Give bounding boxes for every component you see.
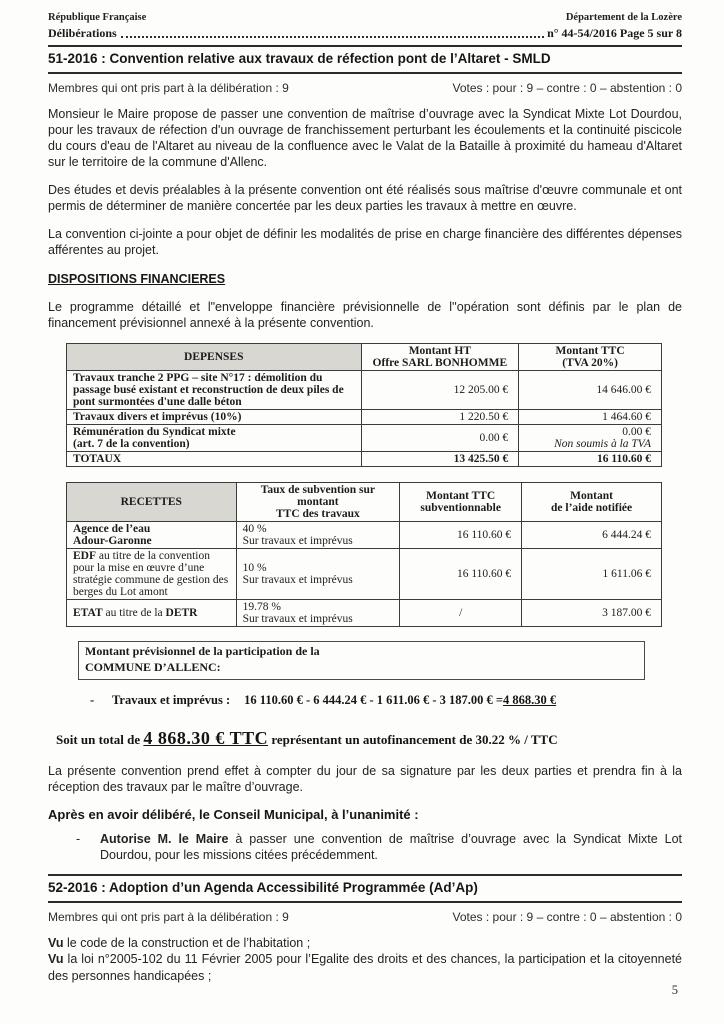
revenues-row3-aid: 3 187.00 €: [522, 600, 662, 627]
members-count: Membres qui ont pris part à la délibération : 9: [48, 909, 289, 924]
revenues-row3-name: ETAT au titre de la DETR: [67, 600, 237, 627]
calc-expression: 16 110.60 € - 6 444.24 € - 1 611.06 € - 3 187.00 € =: [244, 693, 504, 708]
participation-box-line2: COMMUNE D’ALLENC:: [85, 659, 221, 674]
votes-summary: Votes : pour : 9 – contre : 0 – abstention : 0: [452, 909, 682, 924]
revenues-header-recettes: RECETTES: [67, 483, 237, 522]
expenses-total-ttc: 16 110.60 €: [519, 452, 662, 467]
calc-line: [90, 693, 682, 708]
vu-line-2: Vu la loi n°2005-102 du 11 Février 2005 pour l’Egalite des droits et des chances, la participation et la citoyenneté des personnes handicapées ;: [48, 952, 682, 983]
revenues-row2-name: EDF au titre de la convention pour la mise en œuvre d’une stratégie commune de gestion des berges du Lot amont: [67, 549, 237, 600]
total-line: [56, 728, 682, 749]
calc-label: Travaux et imprévus :: [112, 693, 231, 708]
paragraph-convention-object: La convention ci-jointe a pour objet de définir les modalités de prise en charge financière des différentes dépenses afférentes au projet.: [48, 227, 682, 257]
expenses-row1-label: Travaux tranche 2 PPG – site N°17 : démolition du passage busé existant et reconstruction de deux piles de pont surmontées d'une dalle béton: [67, 371, 362, 410]
doc-label: Délibérations: [48, 26, 117, 40]
expenses-header-depenses: DEPENSES: [67, 344, 362, 371]
expenses-row1-ht: 12 205.00 €: [361, 371, 519, 410]
revenues-header-row: [67, 483, 662, 522]
table-row: [67, 522, 662, 549]
expenses-row1-ttc: 14 646.00 €: [519, 371, 662, 410]
calc-result: 4 868.30 €: [503, 693, 557, 708]
decision-text: Autorise M. le Maire à passer une convention de maîtrise d’ouvrage avec la Syndicat Mixte Lot Dourdou, pour les missions citées précédemment.: [100, 832, 682, 863]
expenses-total-ht: 13 425.50 €: [361, 452, 519, 467]
total-suffix: représentant un autofinancement de 30.22 % / TTC: [268, 732, 558, 748]
revenues-header-subventionnable: Montant TTC subventionnable: [400, 483, 522, 522]
table-row: [67, 410, 662, 425]
expenses-header-row: [67, 344, 662, 371]
bullet-dash: -: [76, 832, 81, 847]
table-row: [67, 452, 662, 467]
expenses-row2-ht: 1 220.50 €: [361, 410, 519, 425]
total-amount: 4 868.30 € TTC: [143, 728, 269, 749]
section-51-title: 51-2016 : Convention relative aux travaux de réfection pont de l’Altaret - SMLD: [48, 45, 682, 74]
revenues-row1-rate: 40 % Sur travaux et imprévus: [236, 522, 400, 549]
expenses-row3-ttc: 0.00 € Non soumis à la TVA: [519, 425, 662, 452]
expenses-header-montant-ht: Montant HT Offre SARL BONHOMME: [361, 344, 519, 371]
revenues-row2-base: 16 110.60 €: [400, 549, 522, 600]
revenues-header-taux: Taux de subvention sur montant TTC des travaux: [236, 483, 400, 522]
members-votes-row: [48, 81, 682, 95]
revenues-row3-rate: 19.78 % Sur travaux et imprévus: [236, 600, 400, 627]
decision-item: [76, 831, 682, 864]
expenses-header-montant-ttc: Montant TTC (TVA 20%): [519, 344, 662, 371]
table-row: [67, 549, 662, 600]
page-number: 5: [671, 983, 678, 997]
revenues-row3-base: /: [400, 600, 522, 627]
deliberation-heading: Après en avoir délibéré, le Conseil Municipal, à l’unanimité :: [48, 807, 419, 823]
expenses-row2-label: Travaux divers et imprévus (10%): [67, 410, 362, 425]
tva-note: Non soumis à la TVA: [554, 438, 651, 450]
participation-box-line1: Montant prévisionnel de la participation de la: [85, 644, 320, 658]
header-left: République Française: [48, 12, 147, 23]
expenses-row3-ht: 0.00 €: [361, 425, 519, 452]
expenses-table: [66, 343, 662, 467]
financial-provisions-heading: DISPOSITIONS FINANCIERES: [48, 272, 226, 286]
paragraph-studies: Des études et devis préalables à la présente convention ont été réalisés sous maîtrise d'œuvre communale et ont permis de déterminer de manière concertée par les deux parties les travaux à mettre en œuvre.: [48, 183, 682, 213]
expenses-row3-label: Rémunération du Syndicat mixte (art. 7 de la convention): [67, 425, 362, 452]
total-prefix: Soit un total de: [56, 732, 144, 748]
table-row: [67, 371, 662, 410]
expenses-row2-ttc: 1 464.60 €: [519, 410, 662, 425]
revenues-row2-aid: 1 611.06 €: [522, 549, 662, 600]
revenues-row1-name: Agence de l’eau Adour-Garonne: [67, 522, 237, 549]
expenses-total-label: TOTAUX: [67, 452, 362, 467]
section-52-title: 52-2016 : Adoption d’un Agenda Accessibilité Programmée (Ad’Ap): [48, 874, 682, 903]
page-header: [48, 12, 682, 23]
vu-line-1: Vu le code de la construction et de l’habitation ;: [48, 935, 311, 950]
revenues-row1-base: 16 110.60 €: [400, 522, 522, 549]
members-count: Membres qui ont pris part à la délibération : 9: [48, 81, 289, 95]
table-row: [67, 425, 662, 452]
revenues-row1-aid: 6 444.24 €: [522, 522, 662, 549]
revenues-row2-rate: 10 % Sur travaux et imprévus: [236, 549, 400, 600]
table-row: [67, 600, 662, 627]
participation-box: [78, 641, 645, 680]
header-right: Département de la Lozère: [565, 12, 682, 23]
closing-paragraph: La présente convention prend effet à compter du jour de sa signature par les deux parties et prendra fin à la réception des travaux par le maître d’ouvrage.: [48, 764, 682, 795]
paragraph-proposal: Monsieur le Maire propose de passer une convention de maîtrise d’ouvrage avec la Syndicat Mixte Lot Dourdou, pour les travaux de réfection d'un ouvrage de franchissement perturbant les écoulements et la continuité piscicole du cours d'eau de l'Altaret au niveau de la confluence avec le Valat de la Bataille à proximité du hameau d'Altaret sur le territoire de la commune d'Allenc.: [48, 107, 682, 169]
paragraph-program: Le programme détaillé et l"enveloppe financière prévisionnelle de l''opération sont définis par le plan de financement prévisionnel annexé à la présente convention.: [48, 300, 682, 330]
votes-summary: Votes : pour : 9 – contre : 0 – abstention : 0: [452, 81, 682, 95]
doc-reference-line: [48, 26, 682, 41]
dotted-leader: [121, 36, 544, 38]
doc-ref: n° 44-54/2016 Page 5 sur 8: [547, 26, 682, 40]
bullet-dash: -: [90, 693, 95, 708]
revenues-header-aide: Montant de l’aide notifiée: [522, 483, 662, 522]
revenues-table: [66, 482, 662, 627]
members-votes-row: [48, 910, 682, 924]
